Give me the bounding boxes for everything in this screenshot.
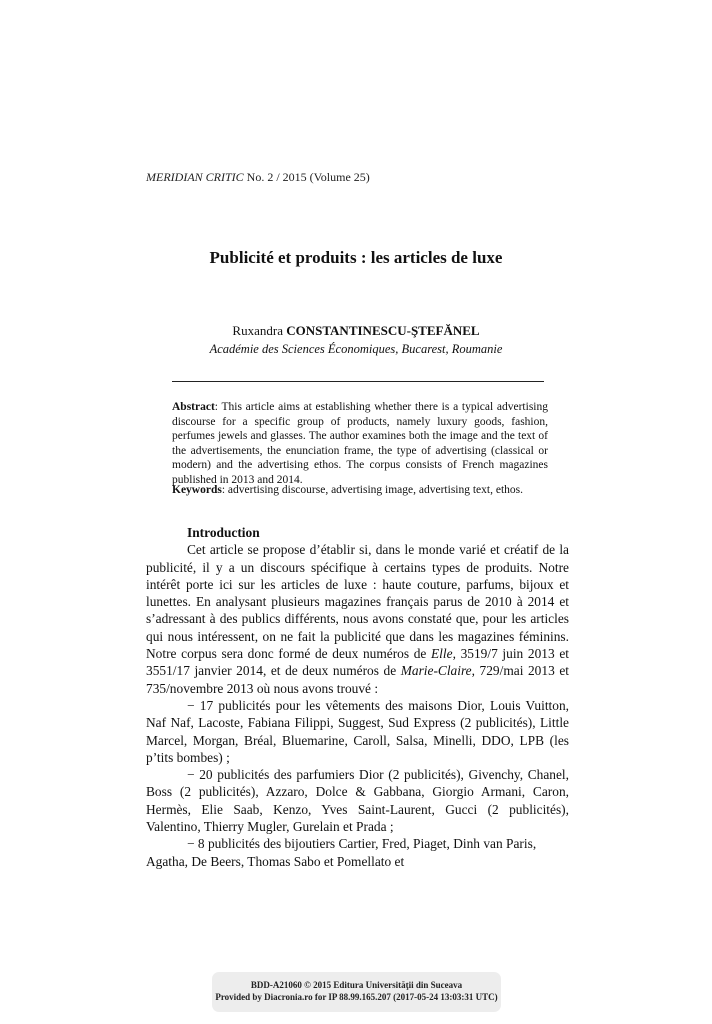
abstract-text: : This article aims at establishing whether there is a typical advertising discourse for a specific group of products, namely luxury goods, fashion, perfumes jewels and glasses. The author examines both the image and the text of the advertisements, the enunciation frame, the type of advertising (classical or modern) and the advertising ethos. The corpus consists of French magazines published in 2013 and 2014.: [172, 401, 548, 486]
list-item-jewelry: − 8 publicités des bijoutiers Cartier, Fred, Piaget, Dinh van Paris, Agatha, De Beers, Thomas Sabo et Pomellato et: [146, 836, 537, 869]
paragraph-text: , 3519/7 juin 2013 et 3551/17 janvier 2014, et de deux numéros de: [146, 646, 569, 679]
magazine-title-elle: Elle: [431, 646, 453, 662]
footer-line-copyright: BDD-A21060 © 2015 Editura Universităţii din Suceava: [250, 980, 463, 990]
paragraph-text: , 729/mai 2013 et 735/novembre 2013 où nous avons trouvé :: [146, 663, 569, 696]
footer-line-provider: Provided by Diacronia.ro for IP 88.99.165.207 (2017-05-24 13:03:31 UTC): [215, 992, 498, 1002]
list-item-perfume: − 20 publicités des parfumiers Dior (2 publicités), Givenchy, Chanel, Boss (2 publicités), Azzaro, Dolce & Gabbana, Giorgio Armani, Caron, Hermès, Elie Saab, Kenzo, Yves Saint-Laurent, Gucci (2 publicités), Valentino, Thierry Mugler, Gurelain et Prada ;: [146, 767, 569, 835]
paragraph-intro: [146, 541, 569, 697]
keywords: [172, 483, 548, 498]
abstract-label: Abstract: [172, 401, 215, 413]
author-surname: CONSTANTINESCU-ŞTEFĂNEL: [286, 323, 480, 338]
journal-name: MERIDIAN CRITIC: [146, 170, 244, 184]
abstract: [172, 400, 548, 488]
separator-rule: [172, 381, 544, 382]
section-heading: Introduction: [187, 525, 260, 540]
article-title: Publicité et produits : les articles de luxe: [209, 248, 503, 267]
author-name: [0, 323, 712, 339]
author-given-name: Ruxandra: [232, 323, 287, 338]
list-item-fashion: − 17 publicités pour les vêtements des maisons Dior, Louis Vuitton, Naf Naf, Lacoste, Fabiana Filippi, Suggest, Sud Express (2 publicités), Little Marcel, Morgan, Bréal, Bluemarine, Caroll, Salsa, Minelli, DDO, LPB (les p’tits bombes) ;: [146, 697, 569, 765]
paragraph-text: Cet article se propose d’établir si, dans le monde varié et créatif de la publicité, il y a un discours spécifique à certains types de produits. Notre intérêt porte ici sur les articles de luxe : haute couture, parfums, bijoux et lunettes. En analysant plusieurs magazines français parus de 2010 à 2014 et s’adressant à des publics différents, nous avons constaté que, pour les articles qui nous intéressent, on ne fait la publicité que dans les magazines féminins. Notre corpus sera donc formé de deux numéros de: [146, 542, 569, 662]
article-body: [146, 524, 569, 870]
keywords-text: : advertising discourse, advertising image, advertising text, ethos.: [221, 484, 524, 496]
journal-issue: No. 2 / 2015 (Volume 25): [243, 170, 370, 184]
magazine-title-marie-claire: Marie-Claire: [400, 663, 472, 679]
running-head: [146, 170, 370, 185]
keywords-label: Keywords: [172, 484, 222, 496]
author-affiliation: Académie des Sciences Économiques, Bucarest, Roumanie: [209, 342, 503, 356]
footer-watermark: [212, 972, 501, 1012]
